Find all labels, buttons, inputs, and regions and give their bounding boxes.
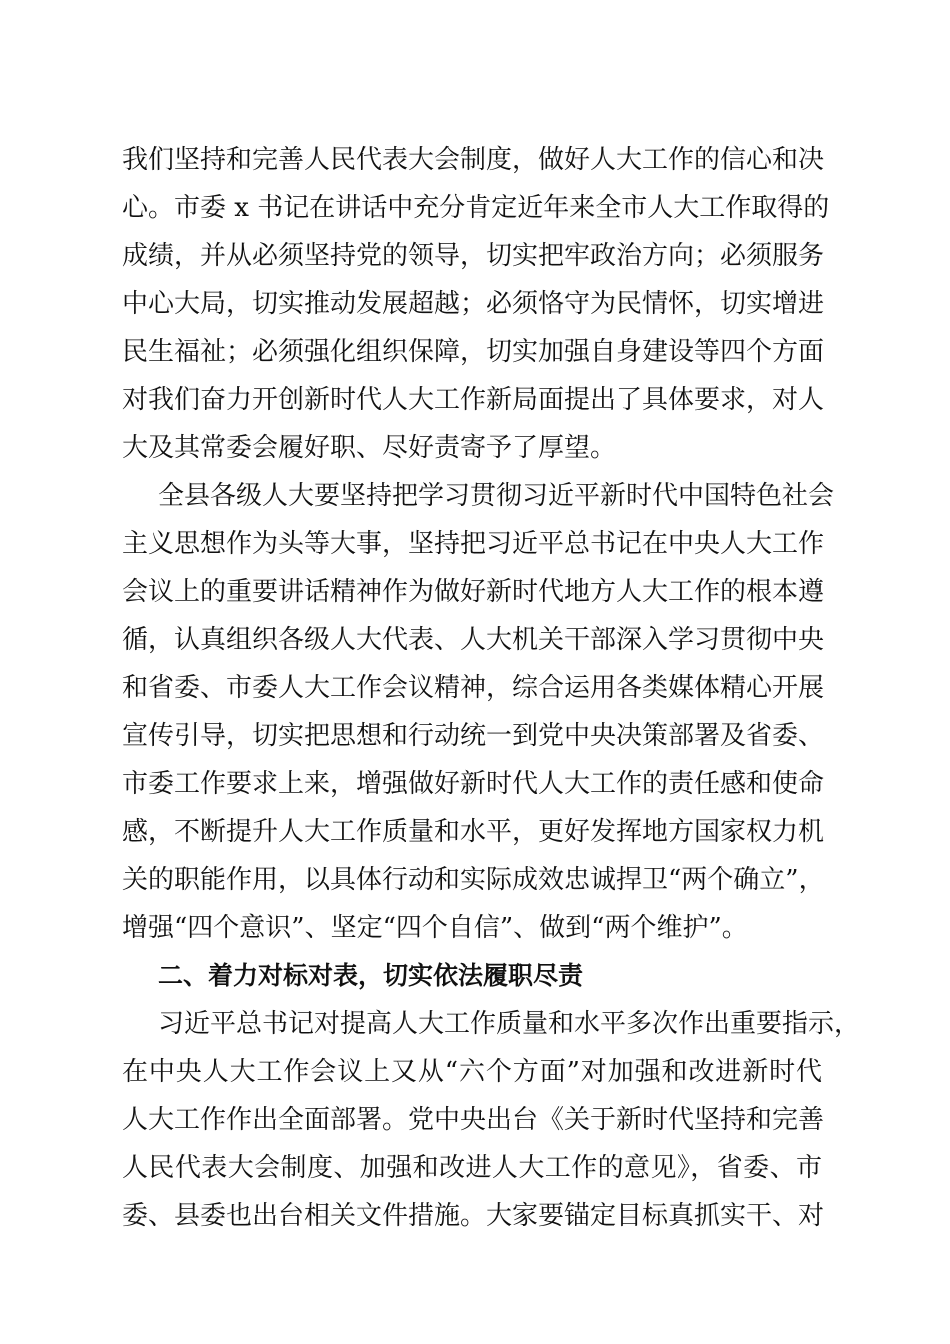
paragraph-line: 会议上的重要讲话精神作为做好新时代地方人大工作的根本遵: [122, 577, 825, 607]
paragraph-line: 成绩，并从必须坚持党的领导，切实把牢政治方向；必须服务: [122, 241, 825, 271]
paragraph-line: 我们坚持和完善人民代表大会制度，做好人大工作的信心和决: [122, 145, 825, 175]
paragraph-line: 关的职能作用，以具体行动和实际成效忠诚捍卫“两个确立”，: [122, 865, 825, 895]
section-heading: 二、着力对标对表，切实依法履职尽责: [158, 961, 584, 990]
paragraph-line: 中心大局，切实推动发展超越；必须恪守为民情怀，切实增进: [122, 289, 825, 319]
paragraph-line: 人大工作作出全面部署。党中央出台《关于新时代坚持和完善: [122, 1105, 825, 1135]
paragraph-line: 增强“四个意识”、坚定“四个自信”、做到“两个维护”。: [122, 913, 748, 943]
paragraph-line: 和省委、市委人大工作会议精神，综合运用各类媒体精心开展: [122, 673, 825, 703]
paragraph-line: 人民代表大会制度、加强和改进人大工作的意见》，省委、市: [122, 1153, 822, 1183]
paragraph-line: 主义思想作为头等大事，坚持把习近平总书记在中央人大工作: [122, 529, 825, 559]
paragraph-line: 心。市委 x 书记在讲话中充分肯定近年来全市人大工作取得的: [122, 193, 830, 223]
paragraph-line: 市委工作要求上来，增强做好新时代人大工作的责任感和使命: [122, 769, 825, 799]
paragraph-line: 大及其常委会履好职、尽好责寄予了厚望。: [122, 433, 617, 463]
paragraph-line: 委、县委也出台相关文件措施。大家要锚定目标真抓实干、对: [122, 1201, 825, 1231]
paragraph-line: 对我们奋力开创新时代人大工作新局面提出了具体要求，对人: [122, 385, 825, 415]
paragraph-line: 感，不断提升人大工作质量和水平，更好发挥地方国家权力机: [122, 817, 825, 847]
paragraph-line: 宣传引导，切实把思想和行动统一到党中央决策部署及省委、: [122, 721, 825, 751]
paragraph-line: 循，认真组织各级人大代表、人大机关干部深入学习贯彻中央: [122, 625, 825, 655]
paragraph-line: 民生福祉；必须强化组织保障，切实加强自身建设等四个方面: [122, 337, 825, 367]
paragraph-line: 在中央人大工作会议上又从“六个方面”对加强和改进新时代: [122, 1057, 822, 1087]
paragraph-first-line: 习近平总书记对提高人大工作质量和水平多次作出重要指示，: [158, 1009, 861, 1039]
paragraph-first-line: 全县各级人大要坚持把学习贯彻习近平新时代中国特色社会: [158, 481, 835, 511]
